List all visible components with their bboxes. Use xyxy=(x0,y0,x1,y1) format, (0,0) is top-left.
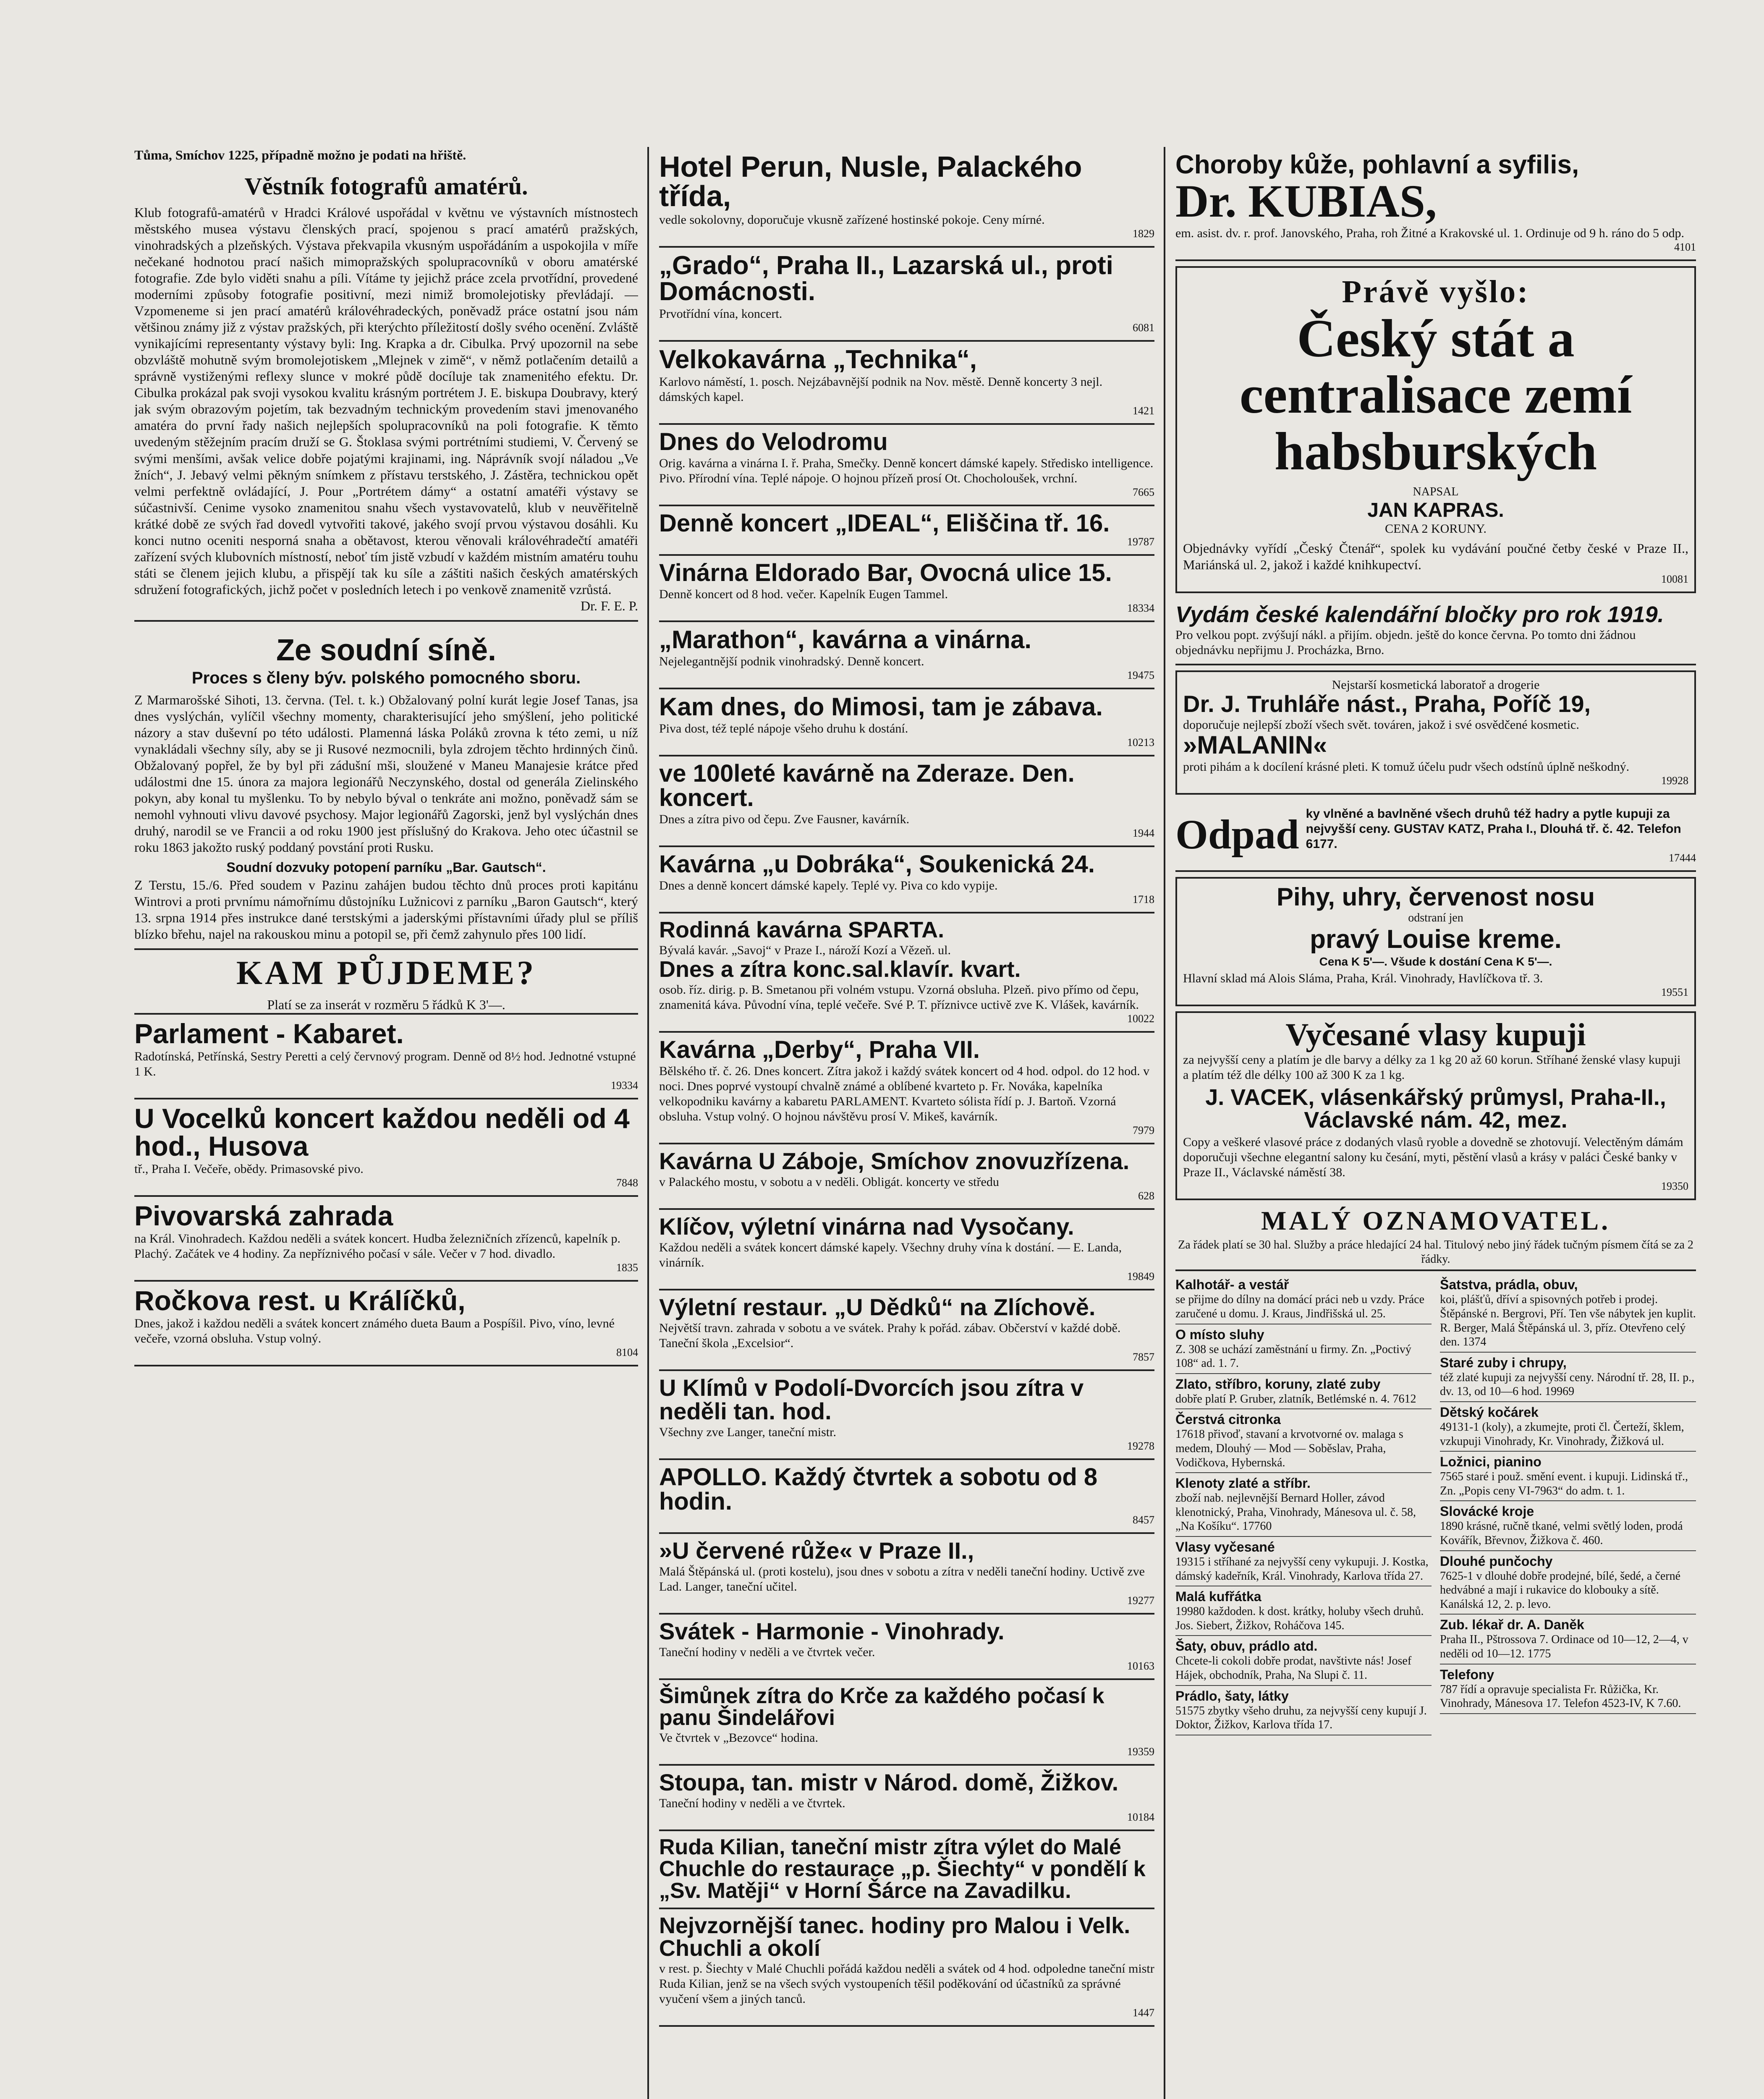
ad-technika xyxy=(659,342,1154,425)
ad-kilian xyxy=(659,1831,1154,1909)
ad-number: 1718 xyxy=(1133,893,1154,906)
odpad-title: Odpad xyxy=(1175,811,1299,858)
classified-item xyxy=(1175,1374,1432,1410)
classified-item xyxy=(1440,1551,1696,1615)
vacek-firm: J. VACEK, vlásenkářský průmysl, Praha-II., Václavské nám. 42, mez. xyxy=(1205,1085,1666,1133)
classified-right xyxy=(1440,1275,1696,1735)
ad-dobrak xyxy=(659,847,1154,913)
classified-item xyxy=(1440,1615,1696,1664)
ad-title: Rodinná kavárna SPARTA. xyxy=(659,917,945,942)
classified-note: Za řádek platí se 30 hal. Služby a práce hledající 24 hal. Titulový nebo jiný řádek tučným písmem čítá se za 2 řádky. xyxy=(1175,1238,1696,1271)
column-left xyxy=(134,147,638,1366)
classified-item-title: Šaty, obuv, prádlo atd. xyxy=(1175,1638,1318,1654)
book-title: Český stát a centralisace zemí habsburských xyxy=(1239,309,1632,481)
ad-klimu xyxy=(659,1371,1154,1460)
ad-title: U Vocelků koncert každou neděli od 4 hod., Husova xyxy=(134,1103,630,1162)
ad-kubias xyxy=(1175,147,1696,261)
photo-article-signature: Dr. F. E. P. xyxy=(580,598,638,613)
classified-item-text: dobře platí P. Gruber, zlatník, Betlémské n. 4. 7612 xyxy=(1175,1392,1416,1405)
ad-text: Bývalá kavár. „Savoj“ v Praze I., nároží Kozí a Vězeň. ul. xyxy=(659,943,951,957)
classified-item-text: koi, plášťů, dříví a spisovných potřeb i prodej. Štěpánské n. Bergrovi, Pří. Ten vše nábytek jen kuplit. R. Berger, Malá Štěpánská ul. 3, příz. Otevřeno celý den. 1374 xyxy=(1440,1293,1696,1349)
ad-number: 1447 xyxy=(1133,2007,1154,2019)
photo-article xyxy=(134,163,638,622)
ad-harmonie xyxy=(659,1615,1154,1680)
ad-text: Taneční hodiny v neděli a ve čtvrtek večer. xyxy=(659,1645,875,1659)
ship-article-body: Z Terstu, 15./6. Před soudem v Pazinu zahájen budou těchto dnů proces proti kapitánu Wintrovi a proti prvnímu námořnímu důstojníku Lužnicovi z parníku „Baron Gautsch“, který 13. srpna 1914 přes instrukce dané terstskými a jaderskými přístavními úřady plul se příliš blízko břehu, najel na rakouskou minu a potopil se, při čemž zahynulo přes 100 lidí. xyxy=(134,877,638,942)
classified-section xyxy=(1175,1205,1696,1735)
classified-item-text: 19315 i stříhané za nejvyšší ceny vykupuji. J. Kostka, dámský kadeřník, Král. Vinohrady, Karlova třída 27. xyxy=(1175,1555,1429,1583)
ad-text: Orig. kavárna a vinárna I. ř. Praha, Smečky. Denně koncert dámské kapely. Středisko intelligence. Pivo. Přírodní vína. Teplé nápoje. O hojnou přízeň prosí Ot. Chocholoušek, vrchní. xyxy=(659,456,1154,485)
classified-item-text: Z. 308 se uchází zaměstnání u firmy. Zn. „Poctivý 108“ ad. 1. 7. xyxy=(1175,1343,1411,1370)
ad-title: „Grado“, Praha II., Lazarská ul., proti Domácnosti. xyxy=(659,251,1113,306)
classified-item-title: Vlasy vyčesané xyxy=(1175,1539,1275,1555)
ad-truhlar xyxy=(1175,670,1696,795)
ad-number: 19334 xyxy=(611,1079,638,1092)
ad-title: Šimůnek zítra do Krče za každého počasí k panu Šindelářovi xyxy=(659,1684,1104,1730)
ad-number: 19787 xyxy=(1127,536,1154,548)
ad-text: Dnes, jakož i každou neděli a svátek koncert známého dueta Baum a Pospíšil. Pivo, víno, levné večeře, vzorná obsluha. Vstup volný. xyxy=(134,1316,615,1346)
ad-title: U Klímů v Podolí-Dvorcích jsou zítra v neděli tan. hod. xyxy=(659,1374,1084,1424)
ad-number: 8104 xyxy=(616,1346,638,1359)
kam-pujdeme-note: Platí se za inserát v rozměru 5 řádků K 3'—. xyxy=(267,997,505,1013)
ad-text: na Král. Vinohradech. Každou neděli a svátek koncert. Hudba železničních zřízenců, kapelník p. Plachý. Začátek ve 4 hodiny. Za nepříznivého počasí v sále. Večer v 7 hod. divadlo. xyxy=(134,1232,620,1261)
court-article xyxy=(134,622,638,950)
classified-title: MALÝ OZNAMOVATEL. xyxy=(1261,1206,1611,1236)
ad-number: 1829 xyxy=(1133,228,1154,240)
ad-text: Každou neděli a svátek koncert dámské kapely. Všechny druhy vína k dostání. — E. Landa, vinárník. xyxy=(659,1241,1122,1269)
classified-item-title: Zub. lékař dr. A. Daněk xyxy=(1440,1617,1584,1633)
ad-rockova xyxy=(134,1282,638,1366)
ad-text: Největší travn. zahrada v sobotu a ve svátek. Prahy k pořád. zábav. Občerství v každé době. Taneční škola „Excelsior“. xyxy=(659,1321,1121,1350)
ad-number: 19551 xyxy=(1661,986,1688,999)
ad-title: Pivovarská zahrada xyxy=(134,1200,393,1232)
newspaper-page xyxy=(134,147,1696,2099)
ad-number: 10022 xyxy=(1127,1013,1154,1025)
ad-text: Bělského tř. č. 26. Dnes koncert. Zítra jakož i každý svátek koncert od 4 hod. odpol. do 12 hod. v noci. Dnes poprvé vystoupí chvalně známé a oblíbené kvarteto p. Fr. Nováka, kapelníka velkopodniku kavárny a kabaretu PARLAMENT. Kvarteto sólista řídí p. J. Bartoň. Vzorná obsluha. Vstup volný. O hojnou návštěvu prosí V. Mikeš, kavárník. xyxy=(659,1064,1150,1123)
ad-parlament xyxy=(134,1015,638,1099)
ad-grado xyxy=(659,248,1154,342)
classified-item-title: Telefony xyxy=(1440,1667,1494,1682)
ad-velodrom xyxy=(659,425,1154,506)
ship-article-title: Soudní dozvuky potopení parníku „Bar. Gautsch“. xyxy=(226,860,546,875)
ad-number: 19849 xyxy=(1127,1270,1154,1282)
ad-text: Všechny zve Langer, taneční mistr. xyxy=(659,1425,836,1439)
classified-item-title: Dlouhé punčochy xyxy=(1440,1553,1553,1569)
ad-hotel-perun xyxy=(659,147,1154,248)
classified-left xyxy=(1175,1275,1432,1735)
classified-item-text: 51575 zbytky všeho druhu, za nejvyšší ceny kupují J. Doktor, Žižkov, Karlova třída 17. xyxy=(1175,1704,1427,1732)
classified-item-title: Ložnici, pianino xyxy=(1440,1454,1542,1470)
ad-title: Nejvzornější tanec. hodiny pro Malou i Velk. Chuchli a okolí xyxy=(659,1913,1131,1961)
truhlar-text-2: proti pihám a k docílení krásné pleti. K tomuž účelu pudr všech odstínů úplně neškodný. xyxy=(1183,760,1630,774)
classified-item xyxy=(1440,1452,1696,1501)
classified-item xyxy=(1175,1636,1432,1685)
ad-text: Karlovo náměstí, 1. posch. Nejzábavnější podnik na Nov. městě. Denně koncerty 3 nejl. dámských kapel. xyxy=(659,375,1103,404)
ad-title: Denně koncert „IDEAL“, Eliščina tř. 16. xyxy=(659,510,1110,537)
classified-item-text: 7625-1 v dlouhé dobře prodejné, bílé, šedé, a černé hedvábné a mají i rukavice do klobouky a sítě. Kanálská 12, 2. p. levo. xyxy=(1440,1569,1681,1611)
photo-article-body: Klub fotografů-amatérů v Hradci Králové uspořádal v květnu ve výstavních místnostech městského musea výstavu členských prací, spojenou s prací amatérů pražských, vinohradských a plzeňských. Výstava překvapila vkusným uspořádáním a uspokojila v míře nečekané hodnotou prací našich mimopražských spolupracovníků v oboru amatérské fotografie. Zde bylo viděti snahu a píli. Vítáme ty jejichž práce zcela prvotřídní, provedené moderními způsoby fotografie positivní, mezi nimiž bromolejotisky převládají. — Vzpomeneme si jen prací amatérů královéhradeckých, poněvadž práce ostatní jsou nám většinou známy již z výstav pražských, při kterýchto příležitostí došly svého ocenění. Zvláště vynikajícími representanty výstavy byli: Ing. Krapka a dr. Cibulka. Prvý upozornil na sebe obzvláště mohutně svým bromolejotiskem „Mlejnek v zimě“, v němž potlačením detailů a správně vystiženými reflexy slunce v mokré půdě docíluje tak znamenitého efektu. Dr. Cibulka prokázal pak svoji vysokou kvalitu krásným portrétem J. E. biskupa Doubravy, který jak svým obrazovým pojetím, tak bezvadným technickým provedením stavi jmenovaného amatéra do první řady našich nejlepších spolupracovníků na poli fotografie. K těmto uvedeným stěžejním pracím druží se G. Štoklasa svými portrétními studiemi, V. Červený se svými menšími, avšak velice dobře pojatými krajinami, ing. Náprávník svojí náladou „Ve žních“, J. Jebavý velmi pěkným snímkem z přístavu terstského, J. Zástěra, technickou opět velmi perfektně ovládající, J. Pour „Portrétem dámy“ a ostatní amatéři výstavy se súčastnivší. Cenime vysoko znamenitou snahu všech vystavovatelů, klub v neuvěřitelně krátké době ze svých řad dovedl vytvořiti takové, jakého svojí prvou výstavou dosáhli. Ku konci nutno oceniti nesporná snaha a obětavost, kterou věnovali královéhradečtí amatéři zařízení svých klubovních místností, neboť tím jistě vzbudí v každém mistním amatéru touhu státi se členem jejich klubu, a přispějí tak ku síle a záštiti našich českých amatérských sdružení fotografických, jichž počet v posledních letech i po venkově znamenitě vzrůstá. xyxy=(134,205,638,597)
ad-title: „Marathon“, kavárna a vinárna. xyxy=(659,626,1031,654)
classified-item-text: 1890 krásné, ručně tkané, velmi světlý loden, prodá Kovářík, Břevnov, Žižkova č. 460. xyxy=(1440,1520,1683,1547)
classified-item-title: Dětský kočárek xyxy=(1440,1404,1539,1420)
classified-item-title: Kalhotář- a vestář xyxy=(1175,1277,1289,1293)
ad-title: »U červené růže« v Praze II., xyxy=(659,1537,974,1564)
column-divider xyxy=(647,147,649,2099)
louise-product: pravý Louise kreme. xyxy=(1310,925,1562,954)
classified-item-text: se přijme do dílny na domácí práci neb u vzdy. Práce zaručené u domu. J. Kraus, Jindřišská ul. 25. xyxy=(1175,1293,1424,1321)
ad-book xyxy=(1175,266,1696,593)
ad-number: 19359 xyxy=(1127,1746,1154,1758)
ad-stoupa xyxy=(659,1766,1154,1831)
court-article-title: Ze soudní síně. xyxy=(276,633,497,667)
ad-vacek xyxy=(1175,1011,1696,1200)
ad-vocelku xyxy=(134,1099,638,1197)
kubias-text: em. asist. dv. r. prof. Janovského, Praha, roh Žitné a Krakovské ul. 1. Ordinuje od 9 h. ráno do 5 odp. xyxy=(1175,226,1684,240)
classified-item xyxy=(1175,1275,1432,1324)
ad-title: APOLLO. Každý čtvrtek a sobotu od 8 hodin. xyxy=(659,1463,1098,1515)
ad-title: Hotel Perun, Nusle, Palackého třída, xyxy=(659,150,1082,212)
ad-apollo xyxy=(659,1460,1154,1534)
classified-item xyxy=(1440,1275,1696,1352)
classified-item xyxy=(1175,1586,1432,1636)
ad-louise xyxy=(1175,877,1696,1006)
ad-simunek xyxy=(659,1680,1154,1766)
ad-title: Kavárna „u Dobráka“, Soukenická 24. xyxy=(659,851,1095,878)
ad-text: vedle sokolovny, doporučuje vkusně zařízené hostinské pokoje. Ceny mírné. xyxy=(659,213,1045,227)
classified-item xyxy=(1440,1501,1696,1551)
ad-pivovarska xyxy=(134,1197,638,1282)
ad-marathon xyxy=(659,622,1154,689)
ad-title: ve 100leté kavárně na Zderaze. Den. koncert. xyxy=(659,760,1075,811)
classified-item-title: Šatstva, prádla, obuv, xyxy=(1440,1277,1578,1293)
ad-odpad xyxy=(1175,800,1696,872)
truhlar-title: Dr. J. Truhláře nást., Praha, Poříč 19, xyxy=(1183,691,1591,717)
ad-title: Ruda Kilian, taneční mistr zítra výlet do Malé Chuchle do restaurace „p. Šiechty“ v pondělí k „Sv. Matěji“ v Horní Šárce na Zavadilku. xyxy=(659,1835,1146,1903)
ad-number: 628 xyxy=(1138,1190,1154,1202)
ad-dedku xyxy=(659,1290,1154,1371)
ad-title: Ročkova rest. u Králíčků, xyxy=(134,1285,466,1316)
ad-number: 19278 xyxy=(1127,1440,1154,1452)
classified-item-title: Staré zuby i chrupy, xyxy=(1440,1355,1567,1370)
ad-text: v Palackého mostu, v sobotu a v neděli. Obligát. koncerty ve středu xyxy=(659,1175,999,1189)
ad-number: 7857 xyxy=(1133,1351,1154,1363)
ad-number: 19475 xyxy=(1127,669,1154,681)
classified-item-text: 17618 přivoď, stavaní a krvotvorné ov. malaga s medem, Dlouhý — Mod — Soběslav, Praha, Vodičkova, Hybernská. xyxy=(1175,1428,1403,1469)
classified-item xyxy=(1175,1686,1432,1735)
book-order: Objednávky vyřídí „Český Čtenář“, spolek ku vydávání poučné četby české v Praze II., Mariánská ul. 2, jakož i každé knihkupectví. xyxy=(1183,541,1688,573)
truhlar-text: doporučuje nejlepší zboží všech svět. továren, jakož i své osvědčené kosmetic. xyxy=(1183,718,1579,732)
kam-pujdeme-title: KAM PŮJDEME? xyxy=(236,955,537,992)
ad-title: Dnes do Velodromu xyxy=(659,428,888,455)
classified-columns xyxy=(1175,1275,1696,1735)
ad-number: 10184 xyxy=(1127,1811,1154,1823)
ad-text: Dnes a zítra pivo od čepu. Zve Fausner, kavárník. xyxy=(659,812,910,826)
ad-title: Svátek - Harmonie - Vinohrady. xyxy=(659,1618,1005,1644)
ad-text: Ve čtvrtek v „Bezovce“ hodina. xyxy=(659,1731,818,1745)
ad-text: Dnes a denně koncert dámské kapely. Teplé vy. Piva co kdo vypije. xyxy=(659,879,998,892)
louise-sub: odstraní jen xyxy=(1408,911,1463,925)
ad-title: Kavárna „Derby“, Praha VII. xyxy=(659,1036,980,1063)
classified-item-text: 49131-1 (koly), a zkumejte, proti čl. Čerteží, šklem, vzkupuji Vinohrady, Kr. Vinohrady, Žižková ul. xyxy=(1440,1420,1684,1448)
column-middle xyxy=(659,147,1154,2027)
ad-number: 19350 xyxy=(1661,1180,1688,1193)
ad-number: 1421 xyxy=(1133,405,1154,417)
ad-number: 19277 xyxy=(1127,1594,1154,1607)
ad-number: 7665 xyxy=(1133,486,1154,498)
classified-item-text: 7565 staré i použ. smění event. i kupuji. Lidinská tř., Zn. „Popis ceny VI-7963“ do adm. t. 1. xyxy=(1440,1470,1688,1497)
ad-number: 19928 xyxy=(1661,775,1688,787)
ad-derby xyxy=(659,1033,1154,1144)
classified-item-title: Malá kufřátka xyxy=(1175,1589,1261,1604)
truhlar-kicker: Nejstarší kosmetická laboratoř a drogerie xyxy=(1332,678,1540,692)
ad-title: Kavárna U Záboje, Smíchov znovuzřízena. xyxy=(659,1148,1130,1174)
ad-number: 7979 xyxy=(1133,1124,1154,1136)
ad-number: 8457 xyxy=(1133,1514,1154,1526)
court-article-body: Z Marmarošské Sihoti, 13. června. (Tel. t. k.) Obžalovaný polní kurát legie Josef Tanas, jsa dnes vyslýchán, vylíčil všechny momenty, charakterisující jeho smýšlení, jeho politické názory a stav duševní po této události. Plamenná láska Poláků zrovna k této zemi, u níž vynakládali všechny síly, aby se ji Rusové nezmocnili, byla zdrojem těchto hrdinných činů. Obžalovaný popřel, že by byl při zádušní mši, sloužené v Maneu Manajesie krátce před událostmi dne 15. února za majora legionářů Neczynského, dostal od generála Zielinského pokyn, aby konal tu myšlenku. To by nebylo býval o tenkráte ani možno, poněvadž sám se nemohl vyhnouti vlivu davové psychosy. Major legionářů Zagorski, jenž byl vyslýchán dnes druhý, narodil se ve Francii a od roku 1900 jest příslušný do Krakova. Jeho otec účastnil se roku 1863 jakožto ruský poddaný povstání proti Rusku. xyxy=(134,692,638,855)
ad-title: Stoupa, tan. mistr v Národ. domě, Žižkov. xyxy=(659,1769,1119,1795)
classified-item-title: O místo sluhy xyxy=(1175,1327,1264,1342)
classified-item-text: 787 řídí a opravuje specialista Fr. Růžička, Kr. Vinohrady, Mánesova 17. Telefon 4523-IV, K 7.60. xyxy=(1440,1683,1681,1710)
classified-item xyxy=(1175,1537,1432,1586)
ad-text: Nejelegantnější podnik vinohradský. Denně koncert. xyxy=(659,654,924,668)
ad-text: v rest. p. Šiechty v Malé Chuchli pořádá každou neděli a svátek od 4 hod. odpoledne taneční mistr Ruda Kilian, jenž se na všech svých vystoupeních těšil poděkování od účastníků za správné vyučení všem a jiných tanců. xyxy=(659,1962,1154,2006)
classified-item-text: Chcete-li cokoli dobře prodat, navštivte nás! Josef Hájek, obchodník, Praha, Na Slupi č. 11. xyxy=(1175,1654,1412,1682)
ad-klicov xyxy=(659,1210,1154,1290)
ad-text: Taneční hodiny v neděli a ve čtvrtek. xyxy=(659,1796,845,1810)
ad-mimosi xyxy=(659,689,1154,756)
photo-article-title: Věstník fotografů amatérů. xyxy=(244,173,528,200)
odpad-text: ky vlněné a bavlněné všech druhů též hadry a pytle kupuji za nejvyšší ceny. GUSTAV KATZ, Praha I., Dlouhá tř. č. 42. Telefon 6177. xyxy=(1306,807,1681,851)
louise-text: Hlavní sklad má Alois Sláma, Praha, Král. Vinohrady, Havlíčkova tř. 3. xyxy=(1183,971,1543,986)
ad-sparta xyxy=(659,913,1154,1033)
ad-zaboj xyxy=(659,1144,1154,1210)
ad-ideal xyxy=(659,506,1154,556)
vacek-text: za nejvyšší ceny a platím je dle barvy a délky za 1 kg 20 až 60 korun. Stříhané ženské vlasy kupuji a platím též dle délky 100 až 300 K za 1 kg. xyxy=(1183,1053,1681,1082)
ad-eldorado xyxy=(659,556,1154,622)
kubias-title: Choroby kůže, pohlavní a syfilis, xyxy=(1175,150,1579,179)
classified-item xyxy=(1175,1324,1432,1374)
ad-title: Výletní restaur. „U Dědků“ na Zlíchově. xyxy=(659,1294,1096,1320)
book-author-label: NAPSAL xyxy=(1413,485,1459,499)
ad-title: Klíčov, výletní vinárna nad Vysočany. xyxy=(659,1213,1074,1240)
vacek-title: Vyčesané vlasy kupuji xyxy=(1285,1017,1586,1053)
louise-title: Pihy, uhry, červenost nosu xyxy=(1277,883,1595,911)
ad-title-2: Dnes a zítra konc.sal.klavír. kvart. xyxy=(659,957,1021,982)
court-article-headline: Proces s členy býv. polského pomocného sboru. xyxy=(191,668,581,687)
ad-text: Malá Štěpánská ul. (proti kostelu), jsou dnes v sobotu a zítra v neděli taneční hodiny. Uctivě zve Lad. Langer, taneční učitel. xyxy=(659,1565,1145,1594)
ad-number: 10213 xyxy=(1127,736,1154,749)
column-divider xyxy=(1164,147,1165,2099)
ad-number: 7848 xyxy=(616,1177,638,1189)
ad-text: Piva dost, též teplé nápoje všeho druhu k dostání. xyxy=(659,722,908,735)
classified-item xyxy=(1440,1665,1696,1714)
ad-number: 1835 xyxy=(616,1261,638,1274)
classified-item-text: zboží nab. nejlevnější Bernard Holler, závod klenotnický, Praha, Vinohrady, Mánesova ul. č. 58, „Na Košíku“. 17760 xyxy=(1175,1492,1416,1533)
ad-text-2: osob. říz. dirig. p. B. Smetanou při volném vstupu. Vzorná obsluha. Plzeň. pivo přímo od čepu, znamenitá káva. Původní vína, teplé večeře. Své P. T. příznivce uctivě zve K. Vlášek, kavárník. xyxy=(659,983,1139,1012)
ad-calendar xyxy=(1175,598,1696,665)
ad-title: Vinárna Eldorado Bar, Ovocná ulice 15. xyxy=(659,559,1112,586)
ad-number: 10163 xyxy=(1127,1660,1154,1672)
vacek-text-2: Copy a veškeré vlasové práce z dodaných vlasů ryoble a dovedně se zhotovují. Velectěným dámám doporučuji všechne elegantní salony ku česání, myti, pěstění vlasů a krásy v paláci České banky v Praze II., Václavské náměstí 38. xyxy=(1183,1135,1683,1180)
ad-text: tř., Praha I. Večeře, obědy. Primasovské pivo. xyxy=(134,1162,364,1176)
calendar-title: Vydám české kalendářní bločky pro rok 1919. xyxy=(1175,602,1664,628)
louise-prices: Cena K 5'—. Všude k dostání Cena K 5'—. xyxy=(1319,955,1552,968)
book-kicker: Právě vyšlo: xyxy=(1342,274,1530,309)
ad-number: 18334 xyxy=(1127,602,1154,614)
ad-number: 1944 xyxy=(1133,827,1154,839)
ad-title: Kam dnes, do Mimosi, tam je zábava. xyxy=(659,693,1103,721)
book-author: JAN KAPRAS. xyxy=(1367,499,1504,522)
classified-item-title: Klenoty zlaté a stříbr. xyxy=(1175,1476,1311,1491)
classified-item xyxy=(1440,1353,1696,1402)
classified-item-title: Slovácké kroje xyxy=(1440,1504,1534,1519)
ad-title: Velkokavárna „Technika“, xyxy=(659,345,977,374)
ad-number: 4101 xyxy=(1674,241,1696,253)
column-right xyxy=(1175,147,1696,1735)
classified-item-title: Prádlo, šaty, látky xyxy=(1175,1688,1289,1704)
ad-number: 10081 xyxy=(1661,573,1688,586)
classified-item-title: Zlato, stříbro, koruny, zlaté zuby xyxy=(1175,1376,1381,1392)
classified-item-text: Praha II., Pštrossova 7. Ordinace od 10—12, 2—4, v neděli od 10—12. 1775 xyxy=(1440,1633,1688,1660)
classified-item xyxy=(1175,1409,1432,1473)
ad-text: Denně koncert od 8 hod. večer. Kapelník Eugen Tammel. xyxy=(659,587,948,601)
truhlar-product: »MALANIN« xyxy=(1183,731,1327,759)
ad-number: 6081 xyxy=(1133,322,1154,334)
classified-item-text: 19980 každoden. k dost. krátky, holuby všech druhů. Jos. Siebert, Žižkov, Roháčova 145. xyxy=(1175,1605,1424,1632)
ad-zderaz xyxy=(659,756,1154,847)
classified-item xyxy=(1440,1402,1696,1452)
kubias-doctor: Dr. KUBIAS, xyxy=(1175,175,1437,227)
classified-item-title: Čerstvá citronka xyxy=(1175,1412,1281,1427)
kam-pujdeme-header xyxy=(134,954,638,1015)
calendar-text: Pro velkou popt. zvýšují nákl. a přijím. objedn. ještě do konce června. Po tomto dni žádnou objednávku nepřijmu J. Procházka, Brno. xyxy=(1175,628,1636,657)
ad-text: Prvotřídní vína, koncert. xyxy=(659,307,783,321)
book-price: CENA 2 KORUNY. xyxy=(1385,522,1487,536)
classified-item xyxy=(1175,1473,1432,1537)
ad-text: Radotínská, Petřínská, Sestry Peretti a celý červnový program. Denně od 8½ hod. Jednotné vstupné 1 K. xyxy=(134,1050,636,1079)
ad-title: Parlament - Kabaret. xyxy=(134,1018,404,1050)
ad-chuchle xyxy=(659,1909,1154,2027)
classified-item-text: též zlaté kupuji za nejvyšší ceny. Národní tř. 28, II. p., dv. 13, od 10—6 hod. 19969 xyxy=(1440,1371,1695,1398)
top-note: Tůma, Smíchov 1225, případně možno je podati na hřiště. xyxy=(134,147,466,162)
ad-cervena-ruze xyxy=(659,1534,1154,1615)
ad-number: 17444 xyxy=(1669,852,1696,864)
